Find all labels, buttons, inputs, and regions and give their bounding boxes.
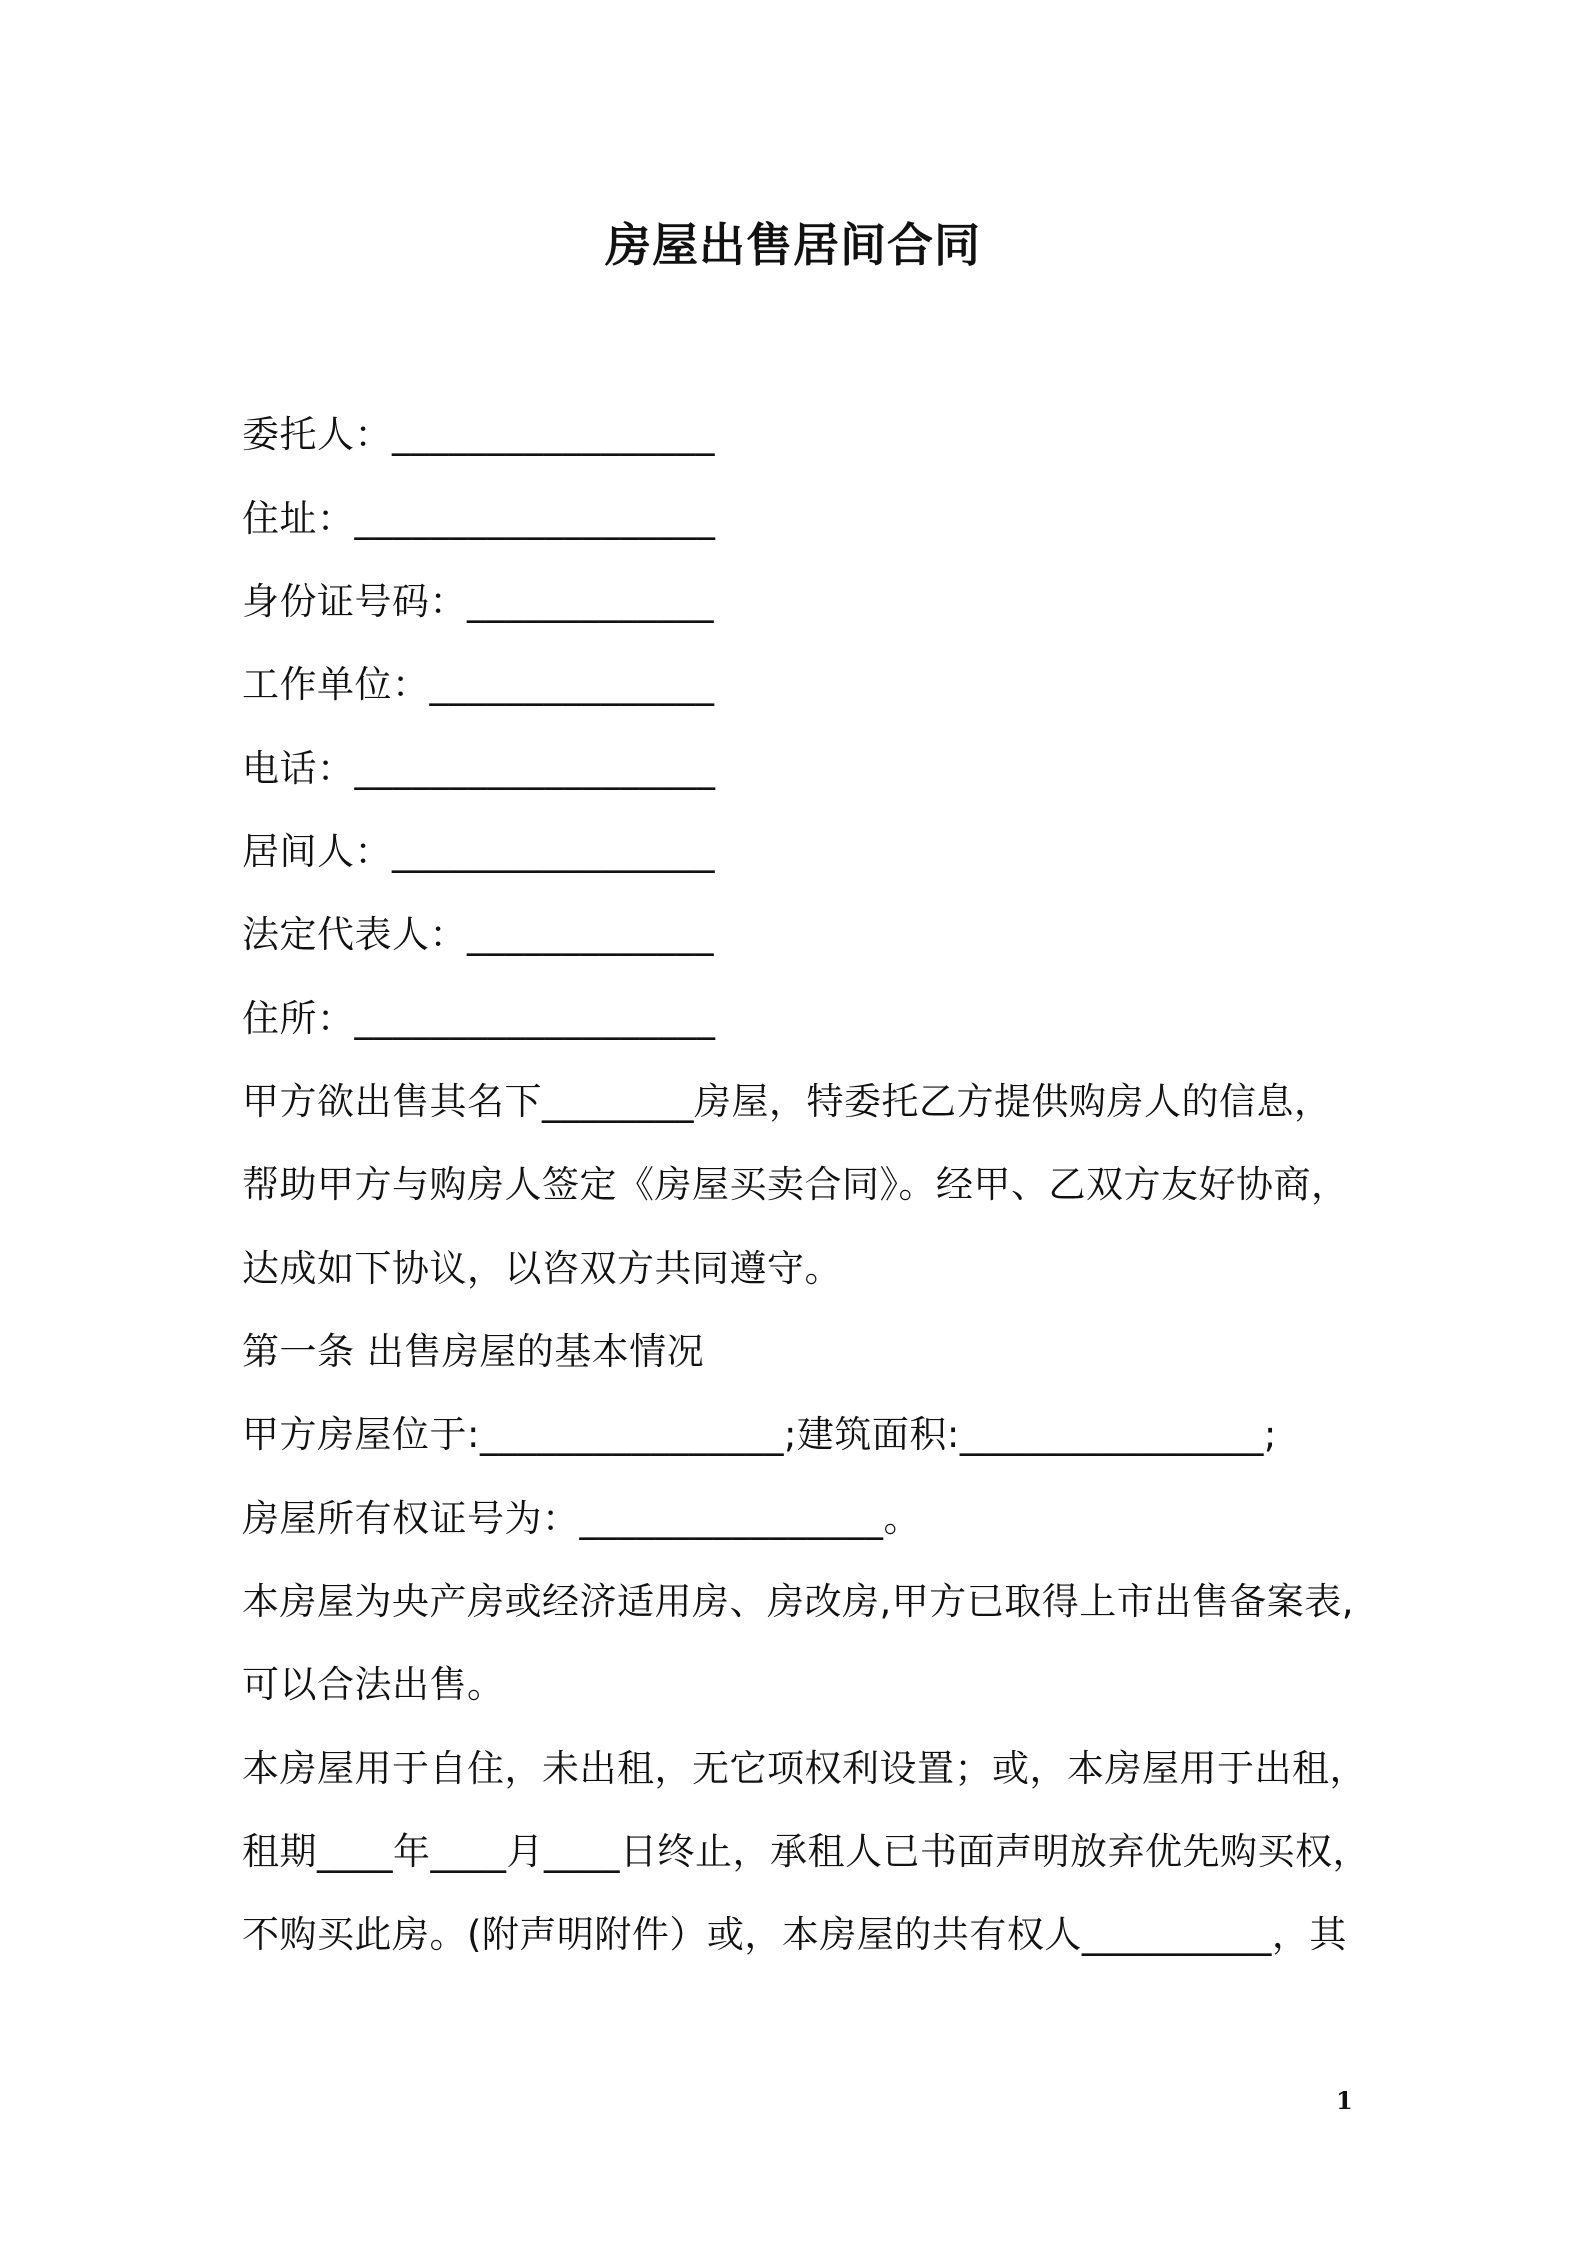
paragraph-line: 租期____年____月____日终止，承租人已书面声明放弃优先购买权，: [242, 1830, 1370, 1873]
field-intermediary: 居间人：_________________: [242, 830, 715, 873]
field-residence: 住所：___________________: [242, 997, 716, 1040]
paragraph-line: 本房屋用于自住，未出租，无它项权利设置；或，本房屋用于出租，: [242, 1747, 1367, 1790]
page-number: 1: [1336, 2086, 1353, 2115]
paragraph-line: 不购买此房。(附声明附件）或，本房屋的共有权人__________，其: [242, 1913, 1347, 1956]
field-address: 住址：___________________: [242, 497, 716, 540]
paragraph-line: 可以合法出售。: [242, 1663, 505, 1706]
paragraph-line: 帮助甲方与购房人签定《房屋买卖合同》。经甲、乙双方友好协商，: [242, 1163, 1349, 1206]
article-heading: 第一条 出售房屋的基本情况: [242, 1330, 705, 1373]
paragraph-line: 甲方欲出售其名下________房屋，特委托乙方提供购房人的信息，: [242, 1080, 1332, 1123]
paragraph-line: 本房屋为央产房或经济适用房、房改房,甲方已取得上市出售备案表,: [242, 1580, 1355, 1623]
paragraph-line: 达成如下协议，以咨双方共同遵守。: [242, 1247, 842, 1290]
field-employer: 工作单位：_______________: [242, 663, 715, 706]
field-id-number: 身份证号码：_____________: [242, 580, 714, 623]
document-title: 房屋出售居间合同: [605, 218, 981, 272]
paragraph-line: 房屋所有权证号为：________________。: [242, 1497, 921, 1540]
field-phone: 电话：___________________: [242, 747, 716, 790]
field-client: 委托人：_________________: [242, 413, 715, 456]
paragraph-line: 甲方房屋位于:________________;建筑面积:________________;: [242, 1413, 1277, 1456]
field-legal-representative: 法定代表人：_____________: [242, 913, 714, 956]
